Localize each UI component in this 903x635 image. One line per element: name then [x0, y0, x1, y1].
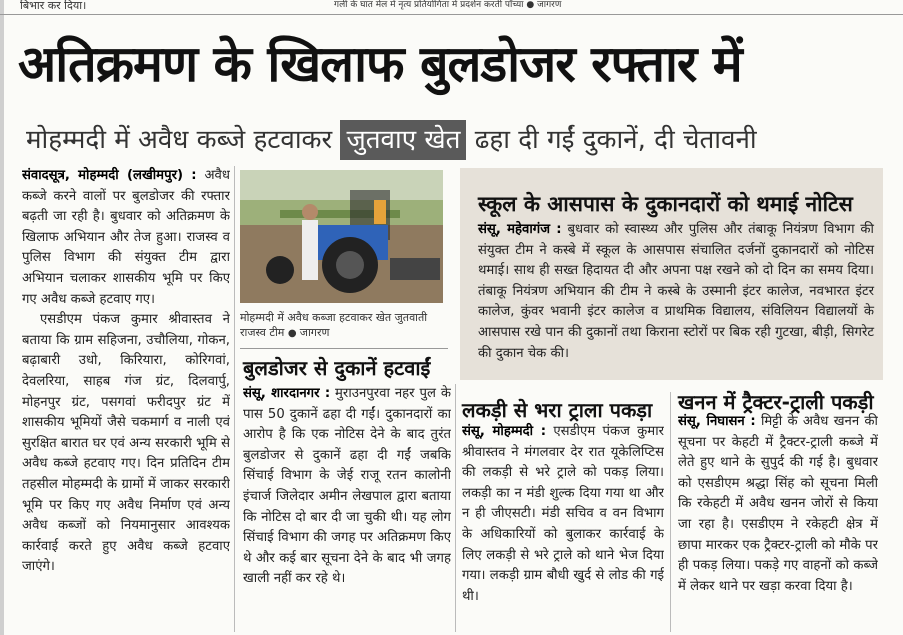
photo-caption-text: मोहम्मदी में अवैध कब्जा हटवाकर खेत जुतवाती राजस्व टीम	[240, 311, 428, 339]
bulldozer-heading: बुलडोजर से दुकानें हटवाईं	[243, 356, 431, 380]
mining-body: मिट्टी के अवैध खनन की सूचना पर केहटी में ट्रैक्टर-ट्राली कब्जे में लेते हुए थाने के सुपुर्द की गई है। बुधवार को एसडीएम श्रद्धा सिंह को सूचना मिली कि रकेहटी में अवैध खनन जोरों से किया जा रहा है। एसडीएम ने रकेहटी क्षेत्र में छापा मारकर एक ट्रैक्टर-ट्राली को मौके पर ही पकड़ लिया। पकड़े गए वाहनों को कब्जे में लेकर थाने पर खड़ा करवा दिया है।	[678, 414, 878, 594]
bulldozer-story	[243, 384, 451, 632]
subhead-before: मोहम्मदी में अवैध कब्जे हटवाकर	[26, 125, 333, 155]
tractor-photo-illustration	[240, 170, 443, 303]
mining-story	[678, 412, 878, 632]
main-story-para2: एसडीएम पंकज कुमार श्रीवास्तव ने बताया कि ग्राम सहिजना, उचौलिया, गोकन, बढ़ाबारी उधो, किरियारा, कोरिगवां, देवलरिया, साहब गंज ग्रंट, दिलवार्पु, मोहनपुर ग्रंट, पसगवां फरीदपुर ग्रंट में शासकीय भूमियों जैसे चकमार्ग व नाली एवं सुरक्षित बारात घर एवं अन्य सरकारी भूमि से अवैध कब्जे हटवाए गए। दिन प्रतिदिन टीम तहसील मोहम्मदी के ग्रामों में जाकर सरकारी भूमि पर किए गए अवैध निर्माण एवं अन्य अवैध कब्जों को नियमानुसार आवश्यक कार्रवाई करते हुए अवैध कब्जे हटवाए जाएंगे।	[22, 312, 230, 575]
school-dateline: संसू, महेवागंज :	[478, 222, 562, 237]
headline: अतिक्रमण के खिलाफ बुलडोजर रफ्तार में	[18, 35, 742, 93]
subheadline	[26, 120, 886, 162]
photo-caption: मोहम्मदी में अवैध कब्जा हटवाकर खेत जुतवाती राजस्व टीम ● जागरण	[240, 311, 428, 339]
news-photo	[240, 170, 443, 303]
timber-dateline: संसू, मोहम्मदी :	[462, 424, 547, 439]
school-story-box	[460, 168, 883, 380]
top-strip	[0, 0, 903, 14]
top-strip-caption: गली के घात मेल में नृत्य प्रतियोगिता में प्रदर्शन करती पाँच्या ● जागरण	[334, 0, 562, 10]
top-strip-left: बिभार कर दिया।	[20, 0, 87, 12]
bulldozer-body: मुराउनपुरवा नहर पुल के पास 50 दुकानें ढहा दी गईं। दुकानदारों का आरोप है कि एक नोटिस देने के बाद तुरंत बुलडोजर से दुकानें ढहा दी गईं जबकि सिंचाई विभाग के जेई राजू रतन कालोनी इंचार्ज जिलेदार अमीन लेखपाल द्वारा बताया कि नोटिस दो बार दी जा चुकी थी। यह लोग सिंचाई विभाग की जगह पर अतिक्रमण किए थे और कई बार सूचना देने के बाद भी जगह खाली नहीं कर रहे थे।	[243, 386, 451, 587]
photo-credit: जागरण	[299, 326, 330, 339]
timber-story	[462, 422, 664, 632]
school-story	[478, 220, 874, 364]
main-story-text1: अवैध कब्जे करने वालों पर बुलडोजर की रफ्तार बढ़ती जा रही है। बुधवार को अतिक्रमण के खिलाफ अभियान और तेज हुआ। राजस्व व पुलिस विभाग की संयुक्त टीम द्वारा अभियान चलाकर शासकीय भूमि पर किए गए अवैध कब्जे हटवाए गए।	[22, 168, 230, 307]
column-separator	[455, 384, 456, 632]
main-story	[22, 166, 230, 632]
school-body: बुधवार को स्वास्थ्य और पुलिस और तंबाकू नियंत्रण विभाग की संयुक्त टीम ने कस्बे में स्कूल के आसपास संचालित दर्जनों दुकानदारों को नोटिस थमाई। साथ ही सख्त हिदायत दी और अपना पक्ष रखने को दो दिन का समय दिया। तंबाकू नियंत्रण अभियान की टीम ने कस्बे के उस्मानी इंटर कालेज, नवभारत इंटर कालेज, कुंवर भवानी इंटर कालेज व प्राथमिक विद्यालय, संविलियन विद्यालयों के आसपास रखे पान की दुकानों तथा किराना स्टोरों पर बिक रही गुटखा, बीड़ी, सिगरेट की दुकान चेक की।	[478, 222, 874, 361]
bulldozer-dateline: संसू, शारदानगर :	[243, 386, 331, 401]
school-heading: स्कूल के आसपास के दुकानदारों को थमाई नोटिस	[478, 192, 853, 216]
main-story-para1	[22, 166, 230, 310]
column-separator	[234, 166, 235, 632]
mining-dateline: संसू, निघासन :	[678, 414, 756, 429]
subhead-after: ढहा दी गईं दुकानें, दी चेतावनी	[474, 125, 757, 155]
main-story-dateline: संवादसूत्र, मोहम्मदी (लखीमपुर) :	[22, 168, 197, 183]
timber-heading: लकड़ी से भरा ट्राला पकड़ा	[462, 398, 653, 422]
separator	[240, 348, 448, 349]
column-separator	[670, 392, 671, 632]
subhead-highlight: जुतवाए खेत	[340, 120, 466, 160]
page-edge	[0, 0, 4, 635]
mining-heading: खनन में ट्रैक्टर-ट्राली पकड़ी	[678, 390, 874, 414]
top-rule	[0, 14, 903, 15]
timber-body: एसडीएम पंकज कुमार श्रीवास्तव ने मंगलवार देर रात यूकेलिप्टिस की लकड़ी से भरे ट्राले को पकड़ लिया। लकड़ी का न मंडी शुल्क दिया गया था और न ही जीएसटी। मंडी सचिव व वन विभाग के अधिकारियों को बुलाकर कार्रवाई के लिए लकड़ी से भरे ट्राले को थाने भेज दिया गया। लकड़ी ग्राम बौधी खुर्द से लोड की गई थी।	[462, 424, 664, 604]
